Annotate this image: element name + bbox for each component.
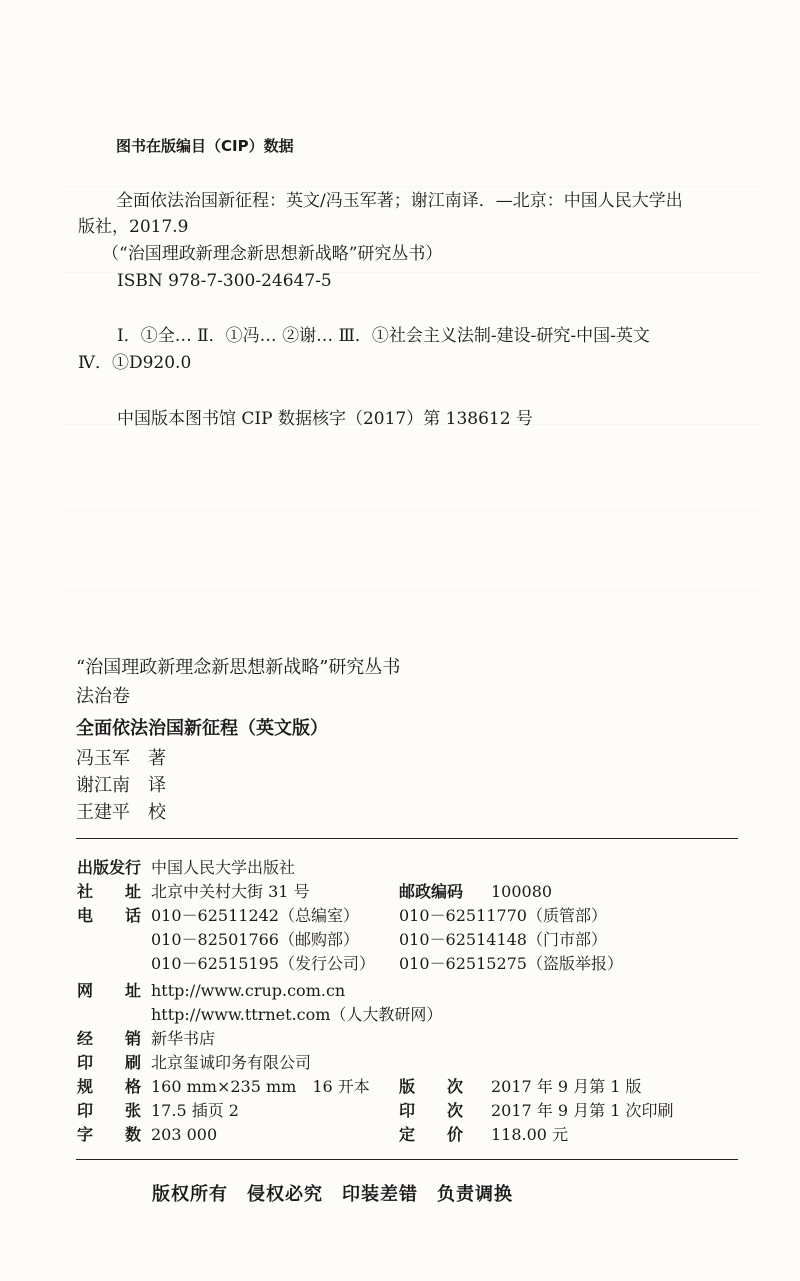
publisher-label: 出版发行 [77, 858, 142, 877]
price-label: 定 价 [399, 1125, 464, 1144]
phone-label: 电 话 [77, 906, 142, 925]
cip-isbn: ISBN 978-7-300-24647-5 [117, 271, 332, 291]
phone-value: 010－62511770（质管部） [399, 906, 607, 925]
website-label: 网 址 [77, 981, 142, 1000]
cip-classification-1: Ⅰ．①全… Ⅱ．①冯… ②谢… Ⅲ．①社会主义法制-建设-研究-中国-英文 [117, 326, 650, 346]
address-label: 社 址 [77, 882, 142, 901]
sheets-label: 印 张 [77, 1101, 142, 1120]
phone-row-2 [77, 929, 607, 951]
cip-heading: 图书在版编目（CIP）数据 [116, 137, 294, 155]
website-row-1 [77, 980, 345, 1002]
impression-value: 2017 年 9 月第 1 次印刷 [491, 1101, 674, 1120]
website-row-2 [77, 1004, 442, 1026]
cip-classification-2: Ⅳ．①D920.0 [78, 353, 192, 373]
distributor-label: 经 销 [77, 1029, 142, 1048]
address-row [77, 881, 552, 903]
printer-value: 北京玺诚印务有限公司 [151, 1053, 312, 1072]
spec-row [77, 1076, 642, 1098]
distributor-row [77, 1028, 215, 1050]
impression-label: 印 次 [399, 1101, 464, 1120]
publisher-row [77, 857, 295, 879]
cip-line-1: 全面依法治国新征程：英文/冯玉军著；谢江南译．—北京：中国人民大学出 [116, 191, 683, 211]
book-proofreader: 王建平 校 [76, 802, 166, 823]
phone-row-1 [77, 905, 607, 927]
sheets-row [77, 1100, 674, 1122]
distributor-value: 新华书店 [151, 1029, 216, 1048]
website-link[interactable]: http://www.ttrnet.com（人大教研网） [151, 1005, 443, 1024]
edition-label: 版 次 [399, 1077, 464, 1096]
phone-value: 010－82501766（邮购部） [151, 930, 359, 949]
cip-line-2: 版社，2017.9 [78, 217, 189, 237]
words-label: 字 数 [77, 1125, 142, 1144]
phone-row-3 [77, 953, 623, 975]
cip-record-number: 中国版本图书馆 CIP 数据核字（2017）第 138612 号 [117, 409, 533, 429]
spec-label: 规 格 [77, 1077, 142, 1096]
phone-value: 010－62511242（总编室） [151, 906, 359, 925]
book-translator: 谢江南 译 [76, 775, 166, 796]
copyright-notice: 版权所有 侵权必究 印装差错 负责调换 [152, 1184, 513, 1205]
cip-series: （“治国理政新理念新思想新战略”研究丛书） [102, 244, 443, 264]
printer-row [77, 1052, 311, 1074]
book-volume: 法治卷 [76, 686, 130, 707]
edition-value: 2017 年 9 月第 1 版 [491, 1077, 642, 1096]
address-value: 北京中关村大街 31 号 [151, 882, 310, 901]
book-series: “治国理政新理念新思想新战略”研究丛书 [76, 657, 401, 678]
postcode-value: 100080 [491, 882, 553, 901]
phone-value: 010－62515195（发行公司） [151, 954, 375, 973]
publisher-value: 中国人民大学出版社 [151, 858, 296, 877]
book-author: 冯玉军 著 [76, 748, 166, 769]
postcode-label: 邮政编码 [399, 882, 464, 901]
printer-label: 印 刷 [77, 1053, 142, 1072]
divider-top [76, 838, 738, 839]
divider-bottom [76, 1159, 738, 1160]
phone-value: 010－62515275（盗版举报） [399, 954, 623, 973]
price-value: 118.00 元 [491, 1125, 569, 1144]
sheets-value: 17.5 插页 2 [151, 1101, 239, 1120]
phone-value: 010－62514148（门市部） [399, 930, 607, 949]
words-row [77, 1124, 568, 1146]
website-link[interactable]: http://www.crup.com.cn [151, 981, 346, 1000]
spec-value: 160 mm×235 mm 16 开本 [151, 1077, 370, 1096]
words-value: 203 000 [151, 1125, 218, 1144]
book-title: 全面依法治国新征程（英文版） [76, 718, 328, 739]
